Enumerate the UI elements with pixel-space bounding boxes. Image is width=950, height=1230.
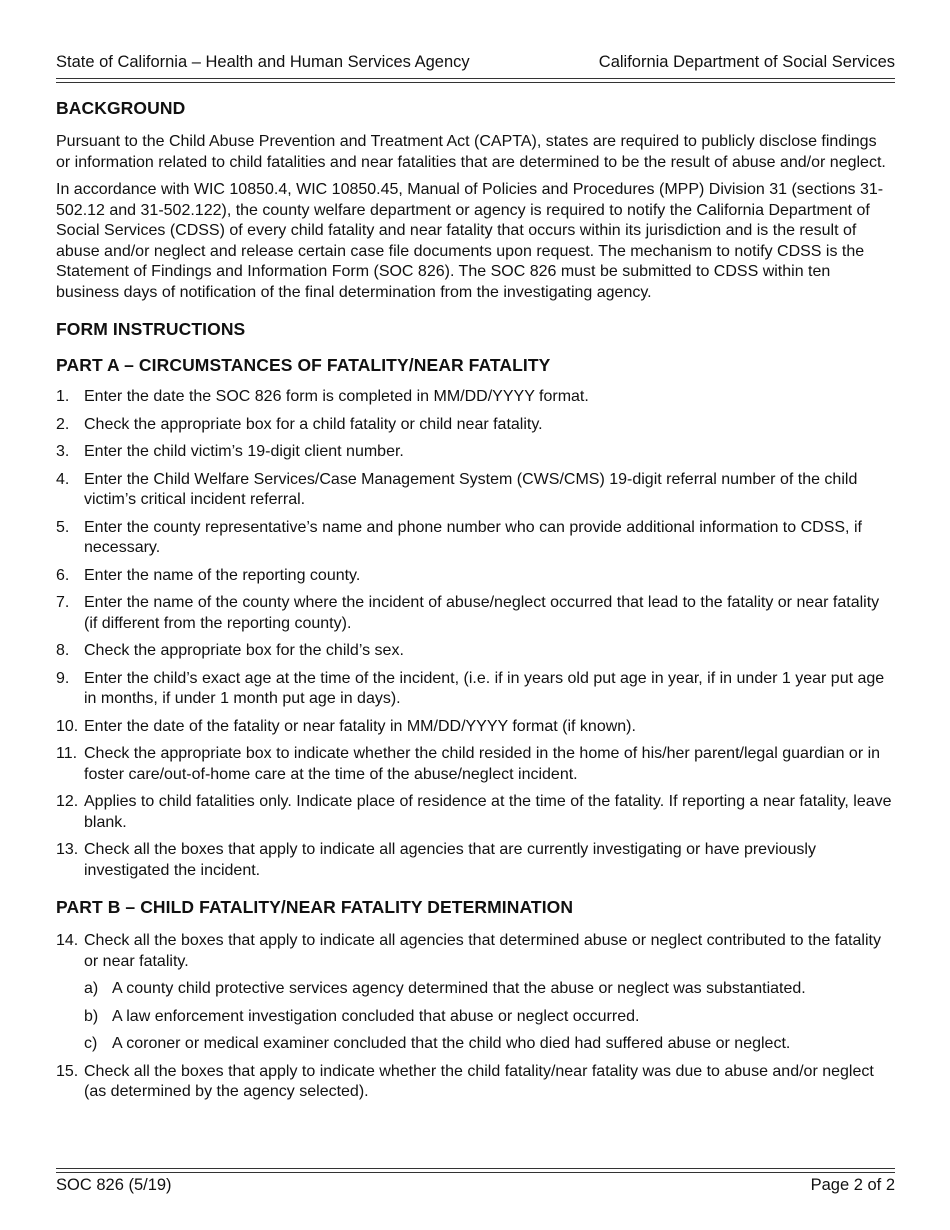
part-a-list: [56, 387, 895, 881]
sub-item-letter: c): [84, 1035, 98, 1052]
background-heading: BACKGROUND: [56, 98, 186, 118]
item-text: Check all the boxes that apply to indicate whether the child fatality/near fatality was due to abuse and/or neglect (as determined by the agency selected).: [84, 1062, 874, 1100]
item-text: Check the appropriate box for a child fatality or child near fatality.: [84, 415, 543, 433]
item-number: 15.: [56, 1062, 79, 1080]
page-footer: [56, 1175, 895, 1197]
item-number: 3.: [56, 443, 70, 460]
document-page: [56, 0, 895, 1230]
item-number: 5.: [56, 518, 70, 536]
list-item: [56, 641, 895, 662]
list-item: [56, 470, 895, 511]
item-text: Enter the child’s exact age at the time of the incident, (i.e. if in years old put age in year, if in under 1 year put age in months, if under 1 month put age in days).: [84, 669, 885, 707]
sub-item-text: A coroner or medical examiner concluded that the child who died had suffered abuse or neglect.: [112, 1035, 791, 1052]
sub-item-letter: a): [84, 980, 99, 997]
page-content: [56, 96, 895, 1110]
item-number: 14.: [56, 932, 79, 949]
item-text: Check the appropriate box for the child’s sex.: [84, 642, 404, 659]
list-item: [56, 792, 895, 833]
item-number: 10.: [56, 717, 79, 735]
part-b-list: [56, 931, 895, 1103]
list-item: [56, 717, 895, 738]
sub-item-letter: b): [84, 1007, 99, 1025]
item-number: 9.: [56, 669, 70, 687]
item-text: Check the appropriate box to indicate whether the child resided in the home of his/her parent/legal guardian or in foster care/out-of-home care at the time of the abuse/neglect incident.: [84, 745, 881, 783]
item-number: 7.: [56, 594, 70, 611]
list-item: [56, 442, 895, 463]
sub-item-text: A law enforcement investigation concluded that abuse or neglect occurred.: [112, 1007, 640, 1025]
list-item: [56, 593, 895, 634]
list-item: [56, 931, 895, 1055]
part-b-heading: PART B – CHILD FATALITY/NEAR FATALITY DETERMINATION: [56, 897, 574, 917]
item-number: 12.: [56, 793, 79, 810]
list-item: [56, 840, 895, 881]
list-item: [56, 387, 895, 408]
form-instructions-heading: FORM INSTRUCTIONS: [56, 319, 246, 339]
header-department: California Department of Social Services: [598, 53, 895, 71]
background-paragraph-1: Pursuant to the Child Abuse Prevention and Treatment Act (CAPTA), states are required to publicly disclose findings or information related to child fatalities and near fatalities that are determined to be the result of abuse and/or neglect.: [56, 133, 886, 171]
item-text: Enter the child victim’s 19-digit client number.: [84, 443, 404, 460]
item-text: Check all the boxes that apply to indicate all agencies that are currently investigating or have previously investigated the incident.: [84, 841, 816, 879]
item-text: Enter the date the SOC 826 form is completed in MM/DD/YYYY format.: [84, 388, 589, 405]
header-rule: [56, 78, 895, 83]
page-number: Page 2 of 2: [810, 1176, 895, 1194]
part-a-heading: PART A – CIRCUMSTANCES OF FATALITY/NEAR FATALITY: [56, 355, 551, 375]
item-text: Enter the name of the reporting county.: [84, 566, 361, 584]
item-text: Enter the date of the fatality or near fatality in MM/DD/YYYY format (if known).: [84, 717, 636, 735]
sub-list-item: [84, 979, 895, 1000]
list-item: [56, 669, 895, 710]
item-text: Check all the boxes that apply to indicate all agencies that determined abuse or neglect contributed to the fatality or near fatality.: [84, 932, 881, 970]
sub-list-item: [84, 1007, 895, 1028]
item-number: 11.: [56, 745, 78, 762]
header-agency: State of California – Health and Human Services Agency: [56, 53, 470, 71]
item-number: 13.: [56, 841, 79, 858]
list-item: [56, 744, 895, 785]
item-number: 8.: [56, 642, 70, 659]
sub-item-text: A county child protective services agency determined that the abuse or neglect was substantiated.: [112, 980, 806, 997]
item-number: 1.: [56, 388, 70, 405]
list-item: [56, 518, 895, 559]
item-text: Enter the county representative’s name and phone number who can provide additional information to CDSS, if necessary.: [84, 518, 862, 556]
list-item: [56, 415, 895, 436]
item-text: Enter the name of the county where the incident of abuse/neglect occurred that lead to the fatality or near fatality (if different from the reporting county).: [84, 594, 880, 632]
item-number: 6.: [56, 566, 70, 584]
list-item: [56, 1062, 895, 1103]
form-code: SOC 826 (5/19): [56, 1176, 172, 1194]
sub-list: [84, 979, 895, 1055]
list-item: [56, 566, 895, 587]
item-number: 4.: [56, 470, 70, 488]
item-text: Enter the Child Welfare Services/Case Management System (CWS/CMS) 19-digit referral number of the child victim’s critical incident referral.: [84, 470, 858, 508]
footer-rule: [56, 1168, 895, 1173]
page-header: [56, 52, 895, 74]
item-text: Applies to child fatalities only. Indicate place of residence at the time of the fatality. If reporting a near fatality, leave blank.: [84, 793, 892, 831]
sub-list-item: [84, 1034, 895, 1055]
background-paragraph-2: In accordance with WIC 10850.4, WIC 10850.45, Manual of Policies and Procedures (MPP) Division 31 (sections 31-502.12 and 31-502.122), the county welfare department or agency is required to notify the California Department of Social Services (CDSS) of every child fatality and near fatality that occurs within its jurisdiction and is the result of abuse and/or neglect and release certain case file documents upon request. The mechanism to notify CDSS is the Statement of Findings and Information Form (SOC 826). The SOC 826 must be submitted to CDSS within ten business days of notification of the final determination from the investigating agency.: [56, 181, 884, 301]
item-number: 2.: [56, 415, 70, 433]
